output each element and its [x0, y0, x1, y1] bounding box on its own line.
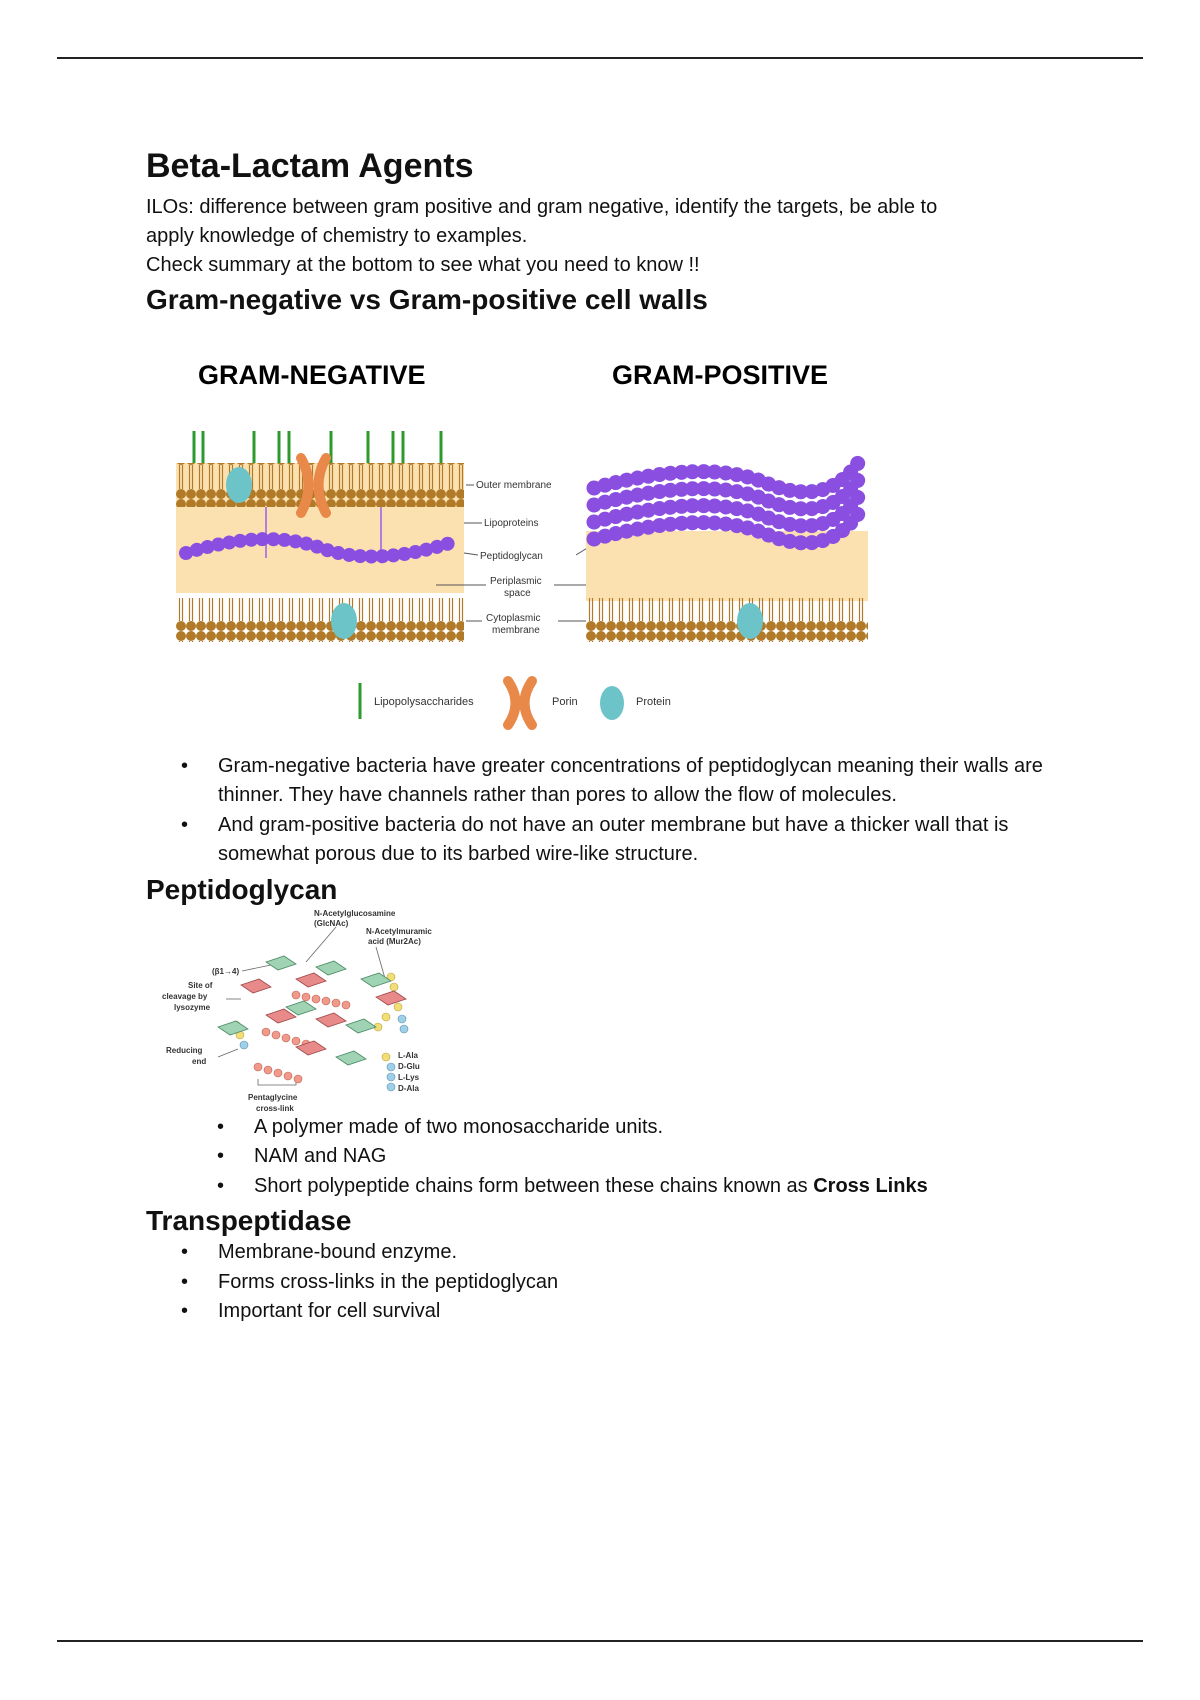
callout-lipoproteins: Lipoproteins	[484, 517, 539, 529]
callout-peptidoglycan: Peptidoglycan	[480, 550, 543, 562]
legend-lps: Lipopolysaccharides	[374, 695, 474, 708]
label-cleavage-3: lysozyme	[174, 1002, 211, 1012]
ilos-line-2: apply knowledge of chemistry to examples.	[146, 224, 528, 247]
heading-cell-walls: Gram-negative vs Gram-positive cell walls	[146, 283, 708, 315]
porin-icon	[508, 681, 532, 725]
legend-protein: Protein	[636, 695, 671, 708]
callout-cytoplasmic-1: Cytoplasmic	[486, 612, 541, 624]
label-reducing-2: end	[192, 1056, 207, 1066]
label-murnac-1: N-Acetylmuramic	[366, 926, 432, 936]
callout-periplasmic-1: Periplasmic	[490, 575, 542, 587]
label-crosslink-1: Pentaglycine	[248, 1092, 298, 1102]
gram-negative-wall	[176, 431, 464, 642]
label-beta-link: (β1→4)	[212, 966, 240, 976]
list-item: • And gram-positive bacteria do not have an outer membrane but have a thicker wall that is somewhat porous due to its barbed wire-like structure.	[146, 811, 1066, 870]
check-summary-line: Check summary at the bottom to see what you need to know !!	[146, 253, 700, 276]
glycan-chains	[218, 956, 408, 1091]
ilos-line-1: ILOs: difference between gram positive and gram negative, identify the targets, be able to	[146, 195, 938, 218]
gram-positive-wall	[586, 463, 868, 642]
callout-cytoplasmic-2: membrane	[492, 624, 540, 636]
label-murnac-2: acid (Mur2Ac)	[368, 936, 421, 946]
list-item: • Forms cross-links in the peptidoglycan	[146, 1268, 1066, 1298]
list-item	[146, 1172, 1066, 1202]
label-cleavage-2: cleavage by	[162, 991, 208, 1001]
list-item: • Gram-negative bacteria have greater concentrations of peptidoglycan meaning their walls are thinner. They have channels rather than pores to allow the flow of molecules.	[146, 752, 1066, 811]
peptidoglycan-figure	[146, 907, 446, 1117]
cross-links-term: Cross Links	[813, 1174, 928, 1197]
protein-icon	[226, 467, 252, 503]
label-glcnac-2: (GlcNAc)	[314, 918, 349, 928]
document-title: Beta-Lactam Agents	[146, 147, 474, 185]
peptidoglycan-bullets	[146, 1113, 1066, 1202]
list-item: • Important for cell survival	[146, 1297, 1066, 1327]
label-aa-1: L-Ala	[398, 1050, 418, 1060]
callout-periplasmic-2: space	[504, 587, 531, 599]
label-aa-3: L-Lys	[398, 1072, 420, 1082]
list-item: • Membrane-bound enzyme.	[146, 1238, 1066, 1268]
label-cleavage-1: Site of	[188, 980, 213, 990]
cell-wall-figure	[146, 323, 1066, 753]
label-aa-2: D-Glu	[398, 1061, 420, 1071]
document-body	[146, 146, 1066, 1327]
bullet-text: Short polypeptide chains form between these chains known as	[254, 1174, 814, 1197]
label-glcnac-1: N-Acetylglucosamine	[314, 908, 396, 918]
list-item: • A polymer made of two monosaccharide units.	[146, 1113, 1066, 1143]
cell-wall-bullets	[146, 752, 1066, 870]
protein-icon	[331, 603, 357, 639]
bottom-rule	[57, 1640, 1143, 1642]
top-rule	[57, 57, 1143, 59]
protein-icon	[600, 686, 624, 720]
heading-transpeptidase: Transpeptidase	[146, 1205, 352, 1237]
figure-legend	[360, 681, 671, 725]
lps-stalks	[194, 431, 441, 463]
label-gram-positive: GRAM-POSITIVE	[612, 359, 829, 390]
label-gram-negative: GRAM-NEGATIVE	[198, 359, 426, 390]
label-crosslink-2: cross-link	[256, 1103, 294, 1113]
label-aa-4: D-Ala	[398, 1083, 419, 1093]
transpeptidase-bullets	[146, 1238, 1066, 1327]
legend-porin: Porin	[552, 695, 578, 708]
heading-peptidoglycan: Peptidoglycan	[146, 873, 338, 905]
label-reducing-1: Reducing	[166, 1045, 203, 1055]
protein-icon	[737, 603, 763, 639]
callout-outer-membrane: Outer membrane	[476, 479, 552, 491]
list-item: • NAM and NAG	[146, 1142, 1066, 1172]
